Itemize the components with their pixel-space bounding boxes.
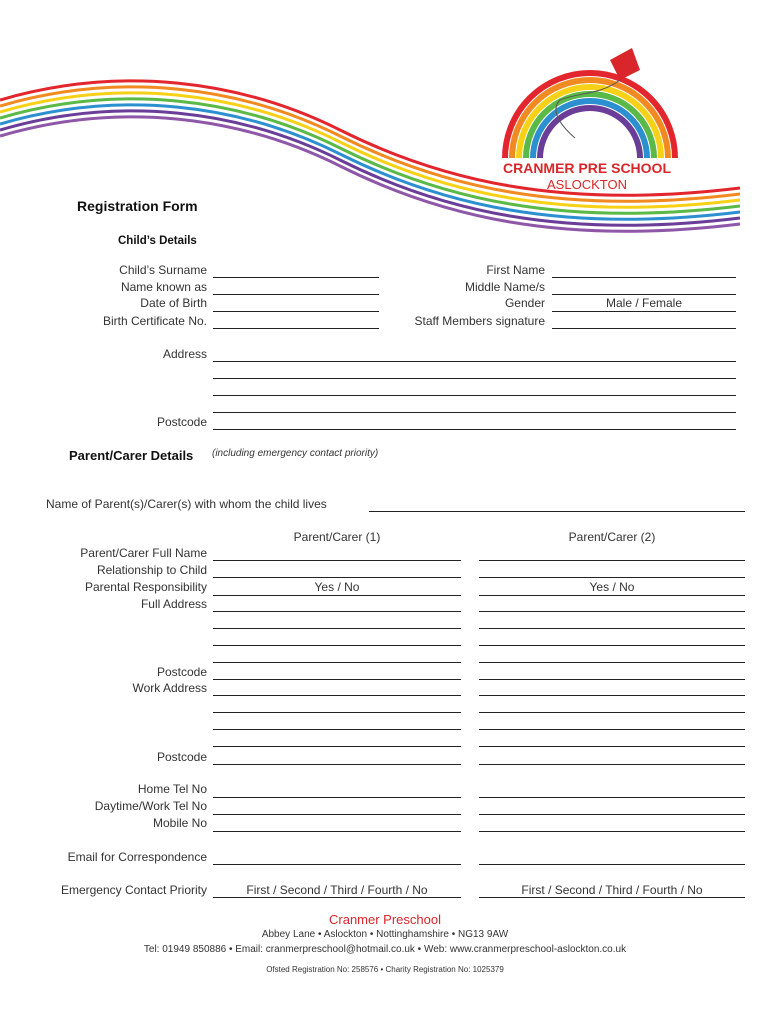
staff-signature-field[interactable] (552, 328, 736, 329)
parent2-address-line-3[interactable] (479, 645, 745, 646)
parent-details-note: (including emergency contact priority) (212, 448, 379, 459)
name-known-as-label: Name known as (120, 280, 207, 294)
parent2-relationship[interactable] (479, 577, 745, 578)
parent1-work-tel[interactable] (213, 814, 461, 815)
parent2-work-postcode[interactable] (479, 764, 745, 765)
child-postcode-label: Postcode (156, 415, 207, 429)
parent2-mobile[interactable] (479, 831, 745, 832)
mobile-label: Mobile No (152, 816, 207, 830)
school-logo-icon (490, 40, 690, 165)
first-name-field[interactable] (552, 277, 736, 278)
childs-surname-field[interactable] (213, 277, 379, 278)
birth-certificate-field[interactable] (213, 328, 379, 329)
parent1-work-address-line-2[interactable] (213, 712, 461, 713)
emergency-label: Emergency Contact Priority (60, 883, 207, 897)
parent1-address-line-2[interactable] (213, 628, 461, 629)
name-known-as-field[interactable] (213, 294, 379, 295)
email-label: Email for Correspondence (67, 850, 207, 864)
parent1-emergency-line (213, 897, 461, 898)
parent-details-heading: Parent/Carer Details (69, 448, 194, 463)
school-location: ASLOCKTON (547, 177, 627, 192)
parent2-work-address-line-4[interactable] (479, 746, 745, 747)
footer-address: Abbey Lane • Aslockton • Nottinghamshire • NG13 9AW (261, 929, 509, 940)
lives-with-field[interactable] (369, 511, 745, 512)
parent2-email[interactable] (479, 864, 745, 865)
parent1-work-address-line-4[interactable] (213, 746, 461, 747)
form-title: Registration Form (77, 198, 198, 214)
work-tel-label: Daytime/Work Tel No (94, 799, 207, 813)
address-line-1[interactable] (213, 361, 736, 362)
staff-signature-label: Staff Members signature (414, 314, 545, 328)
home-tel-label: Home Tel No (137, 782, 207, 796)
parent1-work-address-line-1[interactable] (213, 695, 461, 696)
relationship-label: Relationship to Child (96, 563, 207, 577)
parent2-work-address-line-2[interactable] (479, 712, 745, 713)
work-address-label: Work Address (132, 681, 207, 695)
full-address-label: Full Address (140, 597, 207, 611)
school-name: CRANMER PRE SCHOOL (502, 160, 671, 176)
parent1-relationship[interactable] (213, 577, 461, 578)
childs-surname-label: Child’s Surname (119, 263, 207, 277)
parent1-postcode[interactable] (213, 679, 461, 680)
parent1-mobile[interactable] (213, 831, 461, 832)
parent1-heading: Parent/Carer (1) (293, 530, 381, 544)
parent1-responsibility-options[interactable]: Yes / No (314, 580, 360, 594)
parent2-address-line-2[interactable] (479, 628, 745, 629)
address-line-4[interactable] (213, 412, 736, 413)
parent2-address-line-1[interactable] (479, 611, 745, 612)
middle-names-field[interactable] (552, 294, 736, 295)
gender-label: Gender (504, 296, 545, 310)
parent1-full-name[interactable] (213, 560, 461, 561)
date-of-birth-field[interactable] (213, 311, 379, 312)
parent1-email[interactable] (213, 864, 461, 865)
parent2-address-line-4[interactable] (479, 662, 745, 663)
footer-registration: Ofsted Registration No: 258576 • Charity Registration No: 1025379 (266, 965, 504, 974)
lives-with-label: Name of Parent(s)/Carer(s) with whom the child lives (46, 497, 327, 511)
work-postcode-label: Postcode (156, 750, 207, 764)
parent2-emergency-options[interactable]: First / Second / Third / Fourth / No (521, 883, 703, 897)
parent1-address-line-4[interactable] (213, 662, 461, 663)
gender-value[interactable]: Male / Female (605, 296, 683, 310)
middle-names-label: Middle Name/s (464, 280, 545, 294)
full-name-label: Parent/Carer Full Name (80, 546, 207, 560)
parent2-heading: Parent/Carer (2) (568, 530, 656, 544)
address-label: Address (162, 347, 207, 361)
parent1-work-address-line-3[interactable] (213, 729, 461, 730)
parent2-responsibility-options[interactable]: Yes / No (589, 580, 635, 594)
childs-details-heading: Child’s Details (118, 235, 197, 247)
address-line-2[interactable] (213, 378, 736, 379)
parent1-home-tel[interactable] (213, 797, 461, 798)
first-name-label: First Name (486, 263, 545, 277)
parent1-emergency-options[interactable]: First / Second / Third / Fourth / No (246, 883, 428, 897)
parent2-full-name[interactable] (479, 560, 745, 561)
responsibility-label: Parental Responsibility (84, 580, 207, 594)
parent1-work-postcode[interactable] (213, 764, 461, 765)
parent1-address-line-1[interactable] (213, 611, 461, 612)
footer-name: Cranmer Preschool (329, 912, 441, 927)
parent2-work-tel[interactable] (479, 814, 745, 815)
parent2-work-address-line-1[interactable] (479, 695, 745, 696)
parent2-emergency-line (479, 897, 745, 898)
birth-certificate-label: Birth Certificate No. (102, 314, 207, 328)
child-postcode-field[interactable] (213, 429, 736, 430)
parent1-responsibility-line (213, 595, 461, 596)
footer-contact: Tel: 01949 850886 • Email: cranmerpreschool@hotmail.co.uk • Web: www.cranmerpreschool-aslockton.co.uk (143, 944, 627, 955)
parent2-responsibility-line (479, 595, 745, 596)
gender-field[interactable] (552, 311, 736, 312)
parent1-address-line-3[interactable] (213, 645, 461, 646)
address-line-3[interactable] (213, 395, 736, 396)
parent2-postcode[interactable] (479, 679, 745, 680)
parent2-home-tel[interactable] (479, 797, 745, 798)
parent2-work-address-line-3[interactable] (479, 729, 745, 730)
date-of-birth-label: Date of Birth (140, 296, 207, 310)
parent-postcode-label: Postcode (156, 665, 207, 679)
